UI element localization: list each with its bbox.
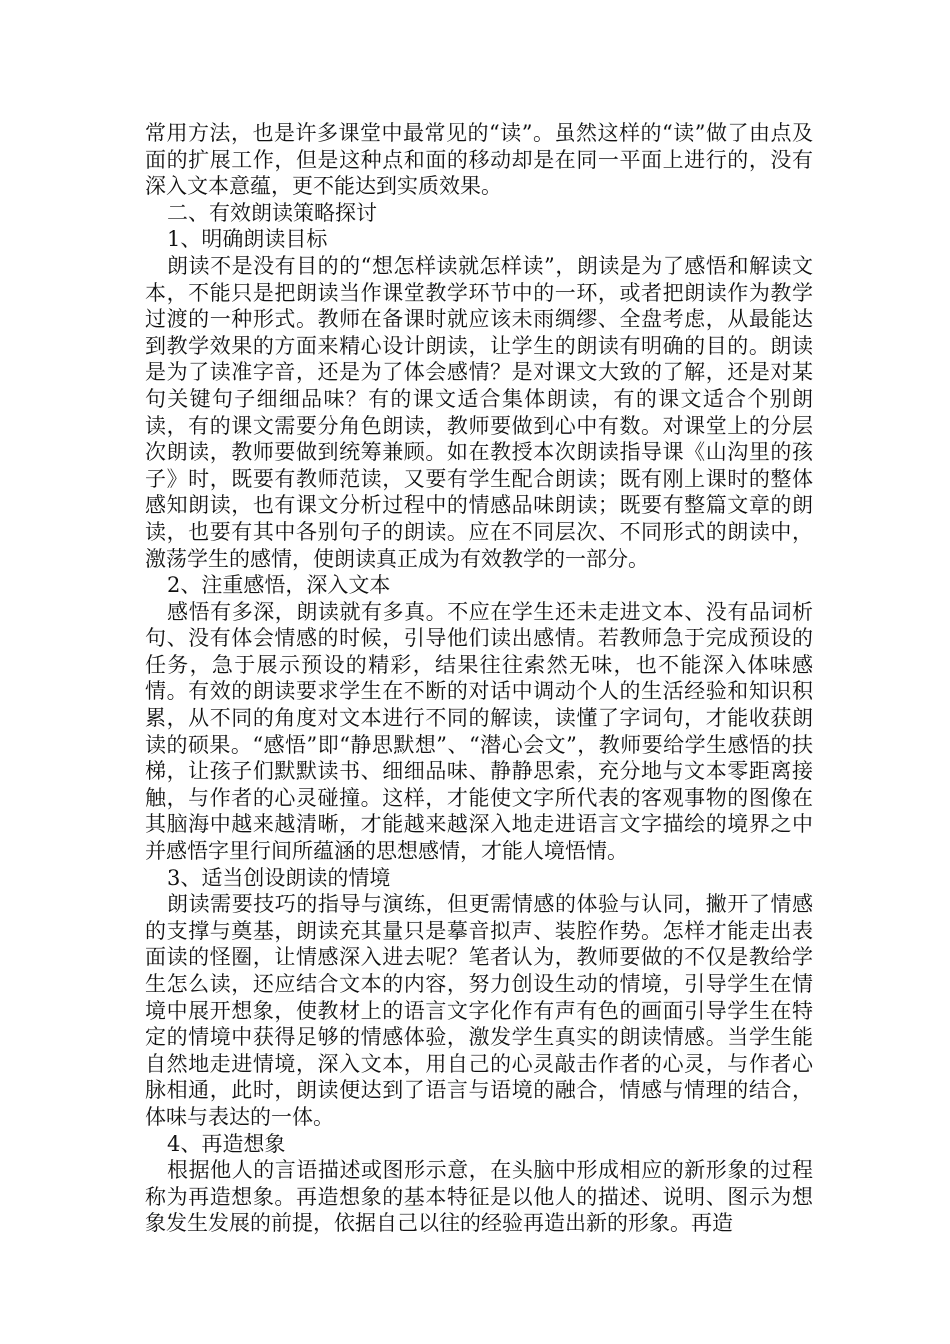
paragraph-imagination: 根据他人的言语描述或图形示意，在头脑中形成相应的新形象的过程称为再造想象。再造想象的基本特征是以他人的描述、说明、图示为想象发生发展的前提，依据自己以往的经验再造出新的形象。再造 [145, 1158, 813, 1236]
section-heading-strategies: 二、有效朗读策略探讨 [167, 200, 378, 225]
paragraph-perception: 感悟有多深，朗读就有多真。不应在学生还未走进文本、没有品词析句、没有体会情感的时候，引导他们读出感情。若教师急于完成预设的任务，急于展示预设的精彩，结果往往索然无味，也不能深入体味感情。有效的朗读要求学生在不断的对话中调动个人的生活经验和知识积累，从不同的角度对文本进行不同的解读，读懂了字词句，才能收获朗读的硕果。“感悟”即“静思默想”、“潜心会文”，教师要给学生感悟的扶梯，让孩子们默默读书、细细品味、静静思索，充分地与文本零距离接触，与作者的心灵碰撞。这样，才能使文字所代表的客观事物的图像在其脑海中越来越清晰，才能越来越深入地走进语言文字描绘的境界之中并感悟字里行间所蕴涵的思想感情，才能人境悟情。 [145, 599, 813, 864]
document-body [145, 120, 813, 1237]
subheading-4-imagination: 4、再造想象 [167, 1131, 286, 1156]
subheading-1-goals: 1、明确朗读目标 [167, 227, 328, 252]
paragraph-intro-continuation: 常用方法，也是许多课堂中最常见的“读”。虽然这样的“读”做了由点及面的扩展工作，但是这种点和面的移动却是在同一平面上进行的，没有深入文本意蕴，更不能达到实质效果。 [145, 121, 813, 199]
subheading-3-situation: 3、适当创设朗读的情境 [167, 865, 391, 890]
paragraph-goals: 朗读不是没有目的的“想怎样读就怎样读”，朗读是为了感悟和解读文本，不能只是把朗读当作课堂教学环节中的一环，或者把朗读作为教学过渡的一种形式。教师在备课时就应该未雨绸缪、全盘考虑，从最能达到教学效果的方面来精心设计朗读，让学生的朗读有明确的目的。朗读是为了读准字音，还是为了体会感情？是对课文大致的了解，还是对某句关键句子细细品味？有的课文适合集体朗读，有的课文适合个别朗读，有的课文需要分角色朗读，教师要做到心中有数。对课堂上的分层次朗读，教师要做到统筹兼顾。如在教授本次朗读指导课《山沟里的孩子》时，既要有教师范读，又要有学生配合朗读；既有刚上课时的整体感知朗读，也有课文分析过程中的情感品味朗读；既要有整篇文章的朗读，也要有其中各别句子的朗读。应在不同层次、不同形式的朗读中，激荡学生的感情，使朗读真正成为有效教学的一部分。 [145, 253, 813, 571]
paragraph-situation: 朗读需要技巧的指导与演练，但更需情感的体验与认同，撇开了情感的支撑与奠基，朗读充其量只是摹音拟声、装腔作势。怎样才能走出表面读的怪圈，让情感深入进去呢？笔者认为，教师要做的不仅是教给学生怎么读，还应结合文本的内容，努力创设生动的情境，引导学生在情境中展开想象，使教材上的语言文字化作有声有色的画面引导学生在特定的情境中获得足够的情感体验，激发学生真实的朗读情感。当学生能自然地走进情境，深入文本，用自己的心灵敲击作者的心灵，与作者心脉相通，此时，朗读便达到了语言与语境的融合，情感与情理的结合，体味与表达的一体。 [145, 892, 813, 1129]
subheading-2-perception: 2、注重感悟，深入文本 [167, 573, 391, 598]
